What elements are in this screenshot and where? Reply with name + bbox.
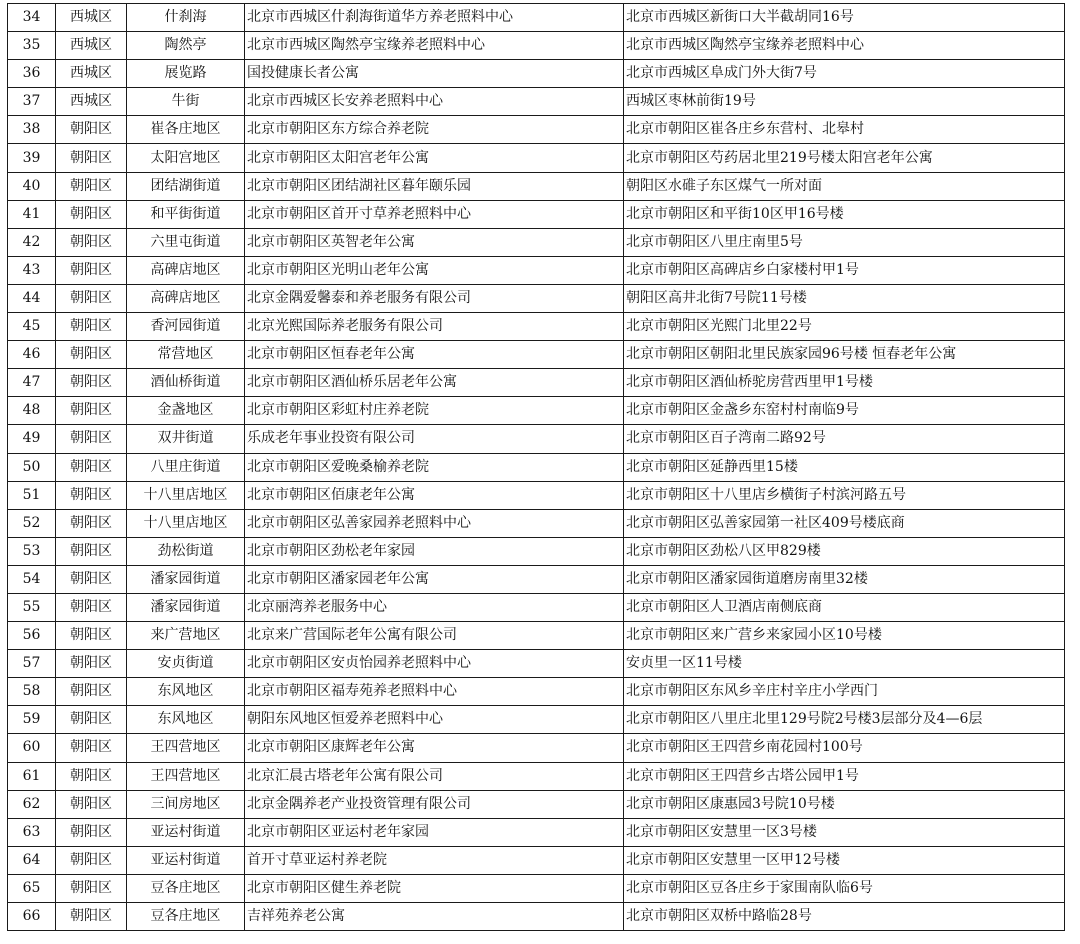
institution-name-cell: 北京市朝阳区康辉老年公寓 (245, 734, 624, 762)
district-cell: 朝阳区 (56, 200, 127, 228)
table-row (8, 565, 1065, 593)
address-cell: 北京市朝阳区光熙门北里22号 (624, 313, 1065, 341)
row-number-cell: 34 (8, 4, 56, 32)
table-row (8, 818, 1065, 846)
row-number-cell: 40 (8, 172, 56, 200)
address-cell: 北京市朝阳区崔各庄乡东营村、北皋村 (624, 116, 1065, 144)
table-row (8, 88, 1065, 116)
address-cell: 北京市朝阳区潘家园街道磨房南里32楼 (624, 565, 1065, 593)
address-cell: 北京市西城区阜成门外大街7号 (624, 60, 1065, 88)
row-number-cell: 49 (8, 425, 56, 453)
row-number-cell: 51 (8, 481, 56, 509)
elderly-care-table (7, 3, 1065, 931)
street-cell: 常营地区 (127, 341, 245, 369)
institution-name-cell: 北京市西城区长安养老照料中心 (245, 88, 624, 116)
district-cell: 朝阳区 (56, 256, 127, 284)
institution-name-cell: 北京金隅爱馨泰和养老服务有限公司 (245, 284, 624, 312)
row-number-cell: 48 (8, 397, 56, 425)
row-number-cell: 56 (8, 622, 56, 650)
address-cell: 北京市朝阳区双桥中路临28号 (624, 903, 1065, 931)
row-number-cell: 63 (8, 818, 56, 846)
row-number-cell: 45 (8, 313, 56, 341)
district-cell: 朝阳区 (56, 874, 127, 902)
address-cell: 北京市朝阳区人卫酒店南侧底商 (624, 593, 1065, 621)
district-cell: 朝阳区 (56, 678, 127, 706)
table-row (8, 313, 1065, 341)
institution-name-cell: 北京市朝阳区酒仙桥乐居老年公寓 (245, 369, 624, 397)
table-body (8, 4, 1065, 931)
street-cell: 潘家园街道 (127, 565, 245, 593)
table-row (8, 706, 1065, 734)
street-cell: 王四营地区 (127, 762, 245, 790)
street-cell: 和平街街道 (127, 200, 245, 228)
row-number-cell: 38 (8, 116, 56, 144)
institution-name-cell: 北京市朝阳区爱晚桑榆养老院 (245, 453, 624, 481)
district-cell: 朝阳区 (56, 790, 127, 818)
street-cell: 劲松街道 (127, 537, 245, 565)
district-cell: 朝阳区 (56, 622, 127, 650)
address-cell: 北京市朝阳区康惠园3号院10号楼 (624, 790, 1065, 818)
table-row (8, 481, 1065, 509)
institution-name-cell: 朝阳东风地区恒爱养老照料中心 (245, 706, 624, 734)
district-cell: 朝阳区 (56, 593, 127, 621)
district-cell: 朝阳区 (56, 397, 127, 425)
table-row (8, 200, 1065, 228)
street-cell: 八里庄街道 (127, 453, 245, 481)
table-row (8, 256, 1065, 284)
institution-name-cell: 北京市朝阳区潘家园老年公寓 (245, 565, 624, 593)
district-cell: 朝阳区 (56, 650, 127, 678)
street-cell: 双井街道 (127, 425, 245, 453)
address-cell: 北京市朝阳区延静西里15楼 (624, 453, 1065, 481)
institution-name-cell: 北京市朝阳区安贞怡园养老照料中心 (245, 650, 624, 678)
address-cell: 北京市朝阳区王四营乡古塔公园甲1号 (624, 762, 1065, 790)
institution-name-cell: 北京市朝阳区佰康老年公寓 (245, 481, 624, 509)
district-cell: 朝阳区 (56, 565, 127, 593)
district-cell: 朝阳区 (56, 284, 127, 312)
street-cell: 东风地区 (127, 706, 245, 734)
institution-name-cell: 北京市朝阳区亚运村老年家园 (245, 818, 624, 846)
district-cell: 朝阳区 (56, 734, 127, 762)
district-cell: 西城区 (56, 60, 127, 88)
table-row (8, 32, 1065, 60)
table-row (8, 228, 1065, 256)
address-cell: 北京市朝阳区十八里店乡横街子村滨河路五号 (624, 481, 1065, 509)
institution-name-cell: 北京丽湾养老服务中心 (245, 593, 624, 621)
row-number-cell: 57 (8, 650, 56, 678)
street-cell: 东风地区 (127, 678, 245, 706)
street-cell: 团结湖街道 (127, 172, 245, 200)
row-number-cell: 46 (8, 341, 56, 369)
table-row (8, 790, 1065, 818)
street-cell: 金盏地区 (127, 397, 245, 425)
table-row (8, 172, 1065, 200)
institution-name-cell: 北京市朝阳区健生养老院 (245, 874, 624, 902)
row-number-cell: 55 (8, 593, 56, 621)
address-cell: 北京市朝阳区金盏乡东窑村村南临9号 (624, 397, 1065, 425)
street-cell: 豆各庄地区 (127, 903, 245, 931)
address-cell: 西城区枣林前街19号 (624, 88, 1065, 116)
district-cell: 西城区 (56, 88, 127, 116)
district-cell: 朝阳区 (56, 706, 127, 734)
street-cell: 十八里店地区 (127, 509, 245, 537)
address-cell: 北京市朝阳区八里庄北里129号院2号楼3层部分及4—6层 (624, 706, 1065, 734)
district-cell: 朝阳区 (56, 846, 127, 874)
address-cell: 北京市朝阳区和平街10区甲16号楼 (624, 200, 1065, 228)
row-number-cell: 42 (8, 228, 56, 256)
table-row (8, 116, 1065, 144)
district-cell: 朝阳区 (56, 481, 127, 509)
row-number-cell: 50 (8, 453, 56, 481)
row-number-cell: 59 (8, 706, 56, 734)
table-row (8, 593, 1065, 621)
street-cell: 陶然亭 (127, 32, 245, 60)
street-cell: 崔各庄地区 (127, 116, 245, 144)
row-number-cell: 44 (8, 284, 56, 312)
address-cell: 北京市朝阳区高碑店乡白家楼村甲1号 (624, 256, 1065, 284)
row-number-cell: 61 (8, 762, 56, 790)
street-cell: 什刹海 (127, 4, 245, 32)
street-cell: 亚运村街道 (127, 846, 245, 874)
row-number-cell: 53 (8, 537, 56, 565)
row-number-cell: 39 (8, 144, 56, 172)
row-number-cell: 60 (8, 734, 56, 762)
street-cell: 太阳宫地区 (127, 144, 245, 172)
institution-name-cell: 北京市朝阳区福寿苑养老照料中心 (245, 678, 624, 706)
district-cell: 西城区 (56, 32, 127, 60)
district-cell: 朝阳区 (56, 341, 127, 369)
table-row (8, 4, 1065, 32)
address-cell: 北京市朝阳区王四营乡南花园村100号 (624, 734, 1065, 762)
institution-name-cell: 国投健康长者公寓 (245, 60, 624, 88)
address-cell: 北京市朝阳区芍药居北里219号楼太阳宫老年公寓 (624, 144, 1065, 172)
district-cell: 朝阳区 (56, 509, 127, 537)
institution-name-cell: 北京市西城区陶然亭宝缘养老照料中心 (245, 32, 624, 60)
address-cell: 北京市朝阳区安慧里一区甲12号楼 (624, 846, 1065, 874)
street-cell: 潘家园街道 (127, 593, 245, 621)
address-cell: 北京市朝阳区劲松八区甲829楼 (624, 537, 1065, 565)
street-cell: 展览路 (127, 60, 245, 88)
street-cell: 酒仙桥街道 (127, 369, 245, 397)
district-cell: 朝阳区 (56, 369, 127, 397)
district-cell: 朝阳区 (56, 116, 127, 144)
institution-name-cell: 北京市朝阳区弘善家园养老照料中心 (245, 509, 624, 537)
street-cell: 来广营地区 (127, 622, 245, 650)
street-cell: 三间房地区 (127, 790, 245, 818)
district-cell: 朝阳区 (56, 818, 127, 846)
district-cell: 朝阳区 (56, 144, 127, 172)
table-row (8, 341, 1065, 369)
row-number-cell: 35 (8, 32, 56, 60)
street-cell: 香河园街道 (127, 313, 245, 341)
address-cell: 北京市西城区新街口大半截胡同16号 (624, 4, 1065, 32)
address-cell: 北京市朝阳区酒仙桥驼房营西里甲1号楼 (624, 369, 1065, 397)
row-number-cell: 37 (8, 88, 56, 116)
table-row (8, 903, 1065, 931)
street-cell: 王四营地区 (127, 734, 245, 762)
institution-name-cell: 北京金隅养老产业投资管理有限公司 (245, 790, 624, 818)
district-cell: 朝阳区 (56, 172, 127, 200)
address-cell: 北京市朝阳区东风乡辛庄村辛庄小学西门 (624, 678, 1065, 706)
table-row (8, 537, 1065, 565)
street-cell: 豆各庄地区 (127, 874, 245, 902)
row-number-cell: 62 (8, 790, 56, 818)
address-cell: 朝阳区高井北街7号院11号楼 (624, 284, 1065, 312)
table-row (8, 509, 1065, 537)
table-row (8, 144, 1065, 172)
district-cell: 朝阳区 (56, 903, 127, 931)
district-cell: 朝阳区 (56, 762, 127, 790)
table-row (8, 397, 1065, 425)
row-number-cell: 54 (8, 565, 56, 593)
institution-name-cell: 北京市朝阳区恒春老年公寓 (245, 341, 624, 369)
institution-name-cell: 北京市朝阳区东方综合养老院 (245, 116, 624, 144)
row-number-cell: 43 (8, 256, 56, 284)
table-row (8, 846, 1065, 874)
institution-name-cell: 北京光熙国际养老服务有限公司 (245, 313, 624, 341)
table-row (8, 650, 1065, 678)
address-cell: 北京市朝阳区弘善家园第一社区409号楼底商 (624, 509, 1065, 537)
row-number-cell: 65 (8, 874, 56, 902)
institution-name-cell: 北京市西城区什刹海街道华方养老照料中心 (245, 4, 624, 32)
street-cell: 六里屯街道 (127, 228, 245, 256)
row-number-cell: 41 (8, 200, 56, 228)
table-row (8, 762, 1065, 790)
district-cell: 朝阳区 (56, 425, 127, 453)
district-cell: 西城区 (56, 4, 127, 32)
district-cell: 朝阳区 (56, 228, 127, 256)
address-cell: 北京市朝阳区豆各庄乡于家围南队临6号 (624, 874, 1065, 902)
address-cell: 北京市朝阳区安慧里一区3号楼 (624, 818, 1065, 846)
district-cell: 朝阳区 (56, 313, 127, 341)
table-row (8, 734, 1065, 762)
row-number-cell: 47 (8, 369, 56, 397)
institution-name-cell: 北京汇晨古塔老年公寓有限公司 (245, 762, 624, 790)
table-row (8, 453, 1065, 481)
table-row (8, 622, 1065, 650)
institution-name-cell: 北京来广营国际老年公寓有限公司 (245, 622, 624, 650)
row-number-cell: 36 (8, 60, 56, 88)
district-cell: 朝阳区 (56, 453, 127, 481)
institution-name-cell: 乐成老年事业投资有限公司 (245, 425, 624, 453)
institution-name-cell: 北京市朝阳区英智老年公寓 (245, 228, 624, 256)
institution-name-cell: 北京市朝阳区首开寸草养老照料中心 (245, 200, 624, 228)
table-row (8, 60, 1065, 88)
institution-name-cell: 北京市朝阳区劲松老年家园 (245, 537, 624, 565)
street-cell: 牛街 (127, 88, 245, 116)
address-cell: 北京市朝阳区朝阳北里民族家园96号楼 恒春老年公寓 (624, 341, 1065, 369)
address-cell: 北京市朝阳区来广营乡来家园小区10号楼 (624, 622, 1065, 650)
table-row (8, 874, 1065, 902)
row-number-cell: 64 (8, 846, 56, 874)
street-cell: 安贞街道 (127, 650, 245, 678)
institution-name-cell: 首开寸草亚运村养老院 (245, 846, 624, 874)
address-cell: 北京市朝阳区八里庄南里5号 (624, 228, 1065, 256)
table-row (8, 369, 1065, 397)
institution-name-cell: 北京市朝阳区太阳宫老年公寓 (245, 144, 624, 172)
institution-name-cell: 北京市朝阳区彩虹村庄养老院 (245, 397, 624, 425)
street-cell: 亚运村街道 (127, 818, 245, 846)
address-cell: 朝阳区水碓子东区煤气一所对面 (624, 172, 1065, 200)
address-cell: 安贞里一区11号楼 (624, 650, 1065, 678)
district-cell: 朝阳区 (56, 537, 127, 565)
institution-name-cell: 吉祥苑养老公寓 (245, 903, 624, 931)
address-cell: 北京市朝阳区百子湾南二路92号 (624, 425, 1065, 453)
table-row (8, 284, 1065, 312)
street-cell: 高碑店地区 (127, 256, 245, 284)
institution-name-cell: 北京市朝阳区光明山老年公寓 (245, 256, 624, 284)
street-cell: 高碑店地区 (127, 284, 245, 312)
row-number-cell: 66 (8, 903, 56, 931)
table-row (8, 425, 1065, 453)
row-number-cell: 52 (8, 509, 56, 537)
institution-name-cell: 北京市朝阳区团结湖社区暮年颐乐园 (245, 172, 624, 200)
street-cell: 十八里店地区 (127, 481, 245, 509)
address-cell: 北京市西城区陶然亭宝缘养老照料中心 (624, 32, 1065, 60)
row-number-cell: 58 (8, 678, 56, 706)
table-row (8, 678, 1065, 706)
